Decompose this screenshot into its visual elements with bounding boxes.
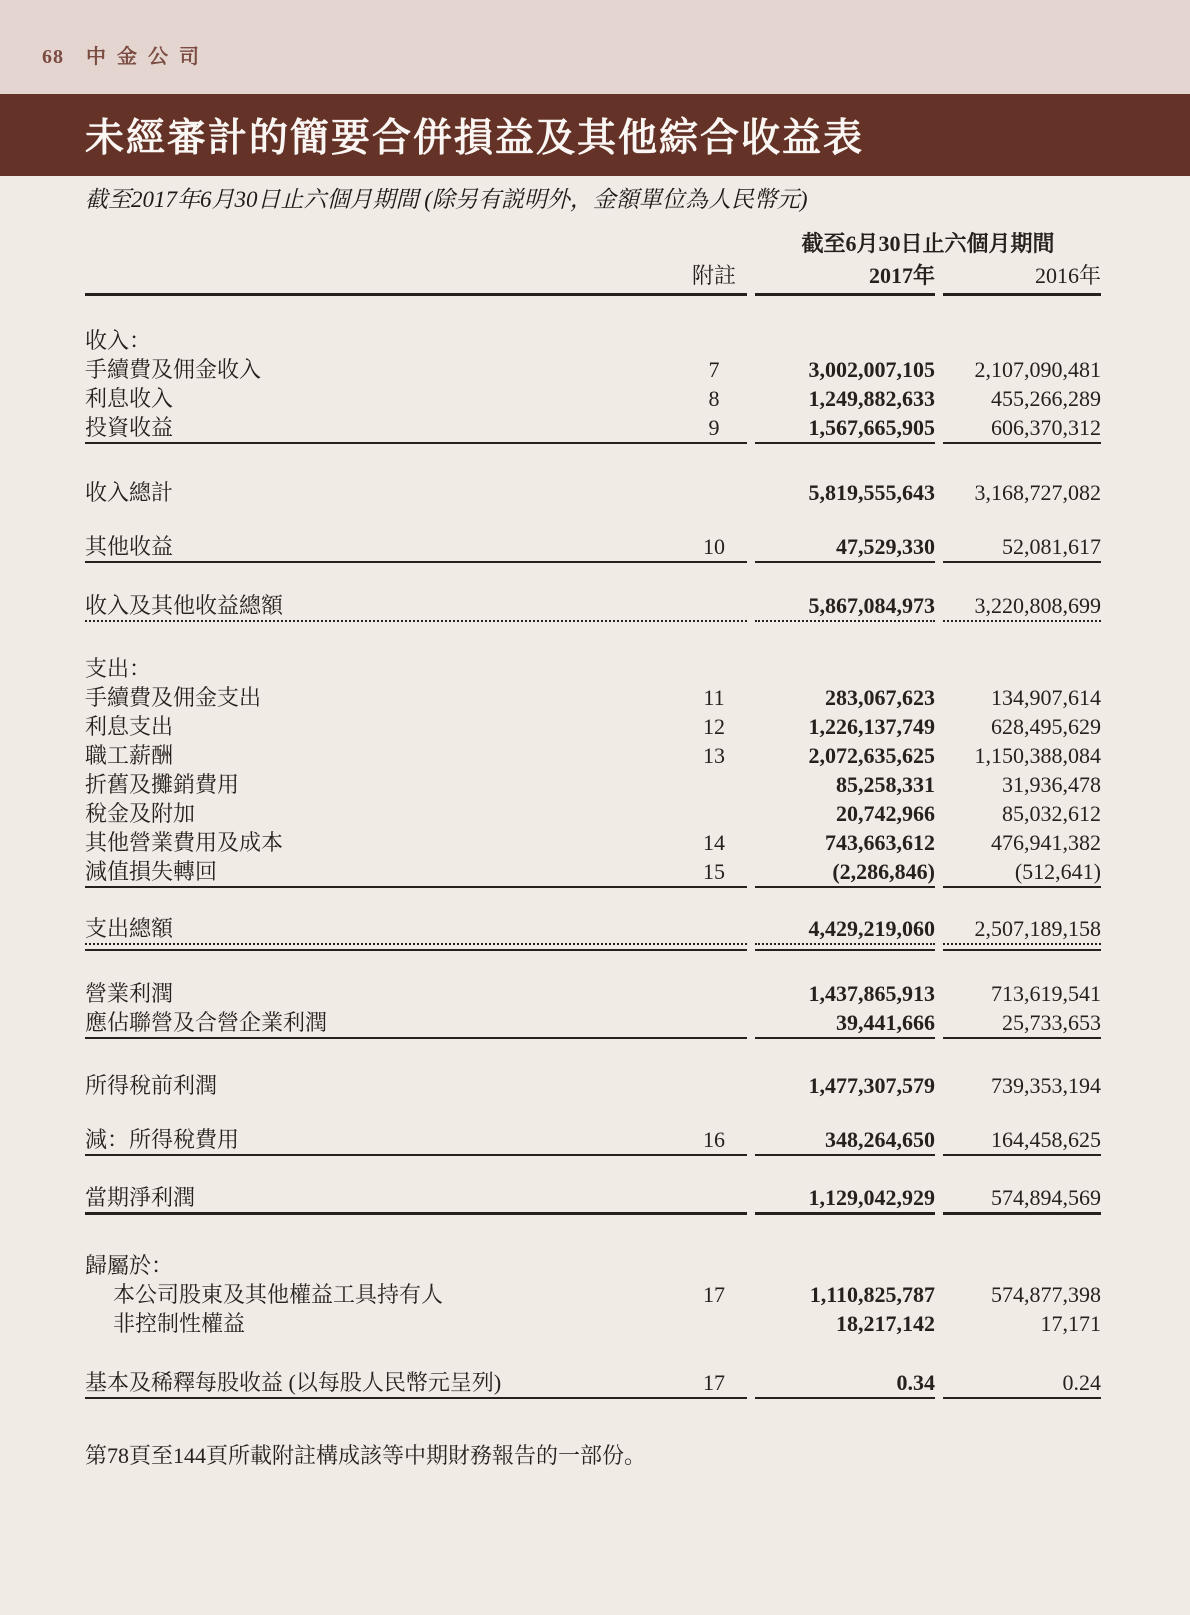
- row-value-2016: 1,150,388,084: [974, 743, 1101, 768]
- table-row: [85, 1183, 1105, 1212]
- row-value-2017: 1,567,665,905: [808, 415, 935, 440]
- rule-segment: [755, 1037, 935, 1039]
- rule-line: [85, 949, 1105, 951]
- table-row: [85, 770, 1105, 799]
- table-row: [85, 979, 1105, 1008]
- row-label: 投資收益: [85, 415, 174, 440]
- row-label: 其他營業費用及成本: [85, 830, 284, 855]
- row-note: 17: [703, 1370, 725, 1395]
- table-row: [85, 591, 1105, 620]
- row-note: 12: [703, 714, 725, 739]
- rule-segment: [85, 1397, 747, 1399]
- rule-line: [85, 1397, 1105, 1399]
- row-value-2016: 574,894,569: [991, 1185, 1101, 1210]
- rule-segment: [755, 943, 935, 945]
- section-header-row: [85, 654, 1105, 683]
- row-value-2017: 0.34: [896, 1370, 935, 1395]
- row-label: 所得稅前利潤: [85, 1073, 218, 1098]
- row-label: 應佔聯營及合營企業利潤: [85, 1010, 328, 1035]
- table-row: [85, 828, 1105, 857]
- row-value-2016: 628,495,629: [991, 714, 1101, 739]
- row-label: 稅金及附加: [85, 801, 196, 826]
- header-rule-line: [85, 293, 1105, 296]
- row-spacer: [85, 1039, 1105, 1071]
- row-value-2016: 0.24: [1062, 1370, 1101, 1395]
- table-row: [85, 532, 1105, 561]
- rule-segment: [85, 886, 747, 888]
- row-value-2016: 455,266,289: [991, 386, 1101, 411]
- year-2016-column-header: 2016年: [1034, 263, 1101, 288]
- folio: [0, 0, 1190, 69]
- statement-subtitle: 截至2017年6月30日止六個月期間 (除另有説明外，金額單位為人民幣元): [85, 187, 808, 212]
- table-row: [85, 1125, 1105, 1154]
- row-value-2017: (2,286,846): [832, 859, 935, 884]
- row-value-2017: 5,867,084,973: [808, 593, 935, 618]
- rule-segment: [943, 1037, 1101, 1039]
- section-header-row: [85, 326, 1105, 355]
- row-note: 10: [703, 534, 725, 559]
- rule-line: [85, 620, 1105, 622]
- row-label: 當期淨利潤: [85, 1185, 196, 1210]
- row-value-2017: 1,129,042,929: [808, 1185, 935, 1210]
- rule-line: [85, 442, 1105, 444]
- row-value-2016: 713,619,541: [991, 981, 1101, 1006]
- row-spacer: [85, 1338, 1105, 1368]
- row-label: 手續費及佣金收入: [85, 357, 262, 382]
- row-value-2017: 2,072,635,625: [808, 743, 935, 768]
- row-note: 11: [703, 685, 725, 710]
- company-name: 中金公司: [86, 46, 210, 68]
- rule-segment: [85, 1154, 747, 1156]
- row-spacer: [85, 444, 1105, 478]
- table-row: [85, 478, 1105, 507]
- row-note: 15: [703, 859, 725, 884]
- rule-segment: [943, 293, 1101, 296]
- rule-segment: [85, 949, 747, 951]
- table-row: [85, 1071, 1105, 1100]
- table-rows: [85, 296, 1105, 1399]
- row-value-2016: 52,081,617: [1002, 534, 1101, 559]
- table-row: [85, 384, 1105, 413]
- rule-segment: [755, 442, 935, 444]
- table-row: [85, 1368, 1105, 1397]
- row-value-2016: 606,370,312: [991, 415, 1101, 440]
- row-note: 9: [708, 415, 720, 440]
- row-value-2016: 476,941,382: [991, 830, 1101, 855]
- rule-segment: [85, 1212, 747, 1215]
- year-2017-column-header: 2017年: [868, 263, 935, 288]
- row-value-2017: 47,529,330: [836, 534, 935, 559]
- row-value-2017: 1,226,137,749: [808, 714, 935, 739]
- row-label: 收入總計: [85, 480, 174, 505]
- row-label: 支出：: [85, 656, 152, 681]
- row-note: 8: [708, 386, 720, 411]
- rule-line: [85, 1037, 1105, 1039]
- rule-segment: [755, 620, 935, 622]
- row-spacer: [85, 1156, 1105, 1183]
- table-row: [85, 413, 1105, 442]
- footer-note: 第78頁至144頁所載附註構成該等中期財務報告的一部份。: [85, 1443, 647, 1468]
- title-banner: [0, 94, 1190, 176]
- table-row: [85, 914, 1105, 943]
- row-value-2016: 25,733,653: [1002, 1010, 1101, 1035]
- row-label: 減：所得稅費用: [85, 1127, 240, 1152]
- row-label: 利息收入: [85, 386, 174, 411]
- row-spacer: [85, 507, 1105, 532]
- row-value-2017: 85,258,331: [836, 772, 935, 797]
- row-label: 支出總額: [85, 916, 174, 941]
- row-value-2016: (512,641): [1014, 859, 1101, 884]
- rule-segment: [755, 949, 935, 951]
- row-value-2017: 4,429,219,060: [808, 916, 935, 941]
- rule-segment: [755, 886, 935, 888]
- row-label: 本公司股東及其他權益工具持有人: [113, 1282, 444, 1307]
- row-value-2017: 1,477,307,579: [808, 1073, 935, 1098]
- row-label: 營業利潤: [85, 981, 174, 1006]
- row-value-2017: 20,742,966: [836, 801, 935, 826]
- row-value-2017: 39,441,666: [836, 1010, 935, 1035]
- row-value-2016: 164,458,625: [991, 1127, 1101, 1152]
- page-header-band: [0, 0, 1190, 94]
- row-value-2017: 283,067,623: [825, 685, 935, 710]
- row-value-2017: 18,217,142: [836, 1311, 935, 1336]
- rule-segment: [755, 293, 935, 296]
- rule-segment: [943, 949, 1101, 951]
- row-value-2017: 348,264,650: [825, 1127, 935, 1152]
- row-label: 手續費及佣金支出: [85, 685, 262, 710]
- rule-line: [85, 561, 1105, 563]
- table-row: [85, 1008, 1105, 1037]
- table-row: [85, 799, 1105, 828]
- row-label: 其他收益: [85, 534, 174, 559]
- row-label: 歸屬於：: [85, 1253, 174, 1278]
- row-value-2017: 3,002,007,105: [808, 357, 935, 382]
- table-row: [85, 683, 1105, 712]
- row-spacer: [85, 622, 1105, 654]
- row-label: 收入及其他收益總額: [85, 593, 284, 618]
- row-value-2017: 5,819,555,643: [808, 480, 935, 505]
- rule-line: [85, 943, 1105, 945]
- rule-segment: [85, 620, 747, 622]
- row-spacer: [85, 563, 1105, 591]
- row-label: 收入：: [85, 328, 152, 353]
- period-header-row: [85, 229, 1105, 261]
- row-label: 基本及稀釋每股收益 (以每股人民幣元呈列): [85, 1370, 502, 1395]
- row-note: 14: [703, 830, 725, 855]
- table-row: [85, 1280, 1105, 1309]
- row-note: 16: [703, 1127, 725, 1152]
- rule-segment: [85, 442, 747, 444]
- rule-segment: [943, 1154, 1101, 1156]
- row-value-2017: 1,249,882,633: [808, 386, 935, 411]
- row-note: 17: [703, 1282, 725, 1307]
- rule-segment: [943, 1212, 1101, 1215]
- section-header-row: [85, 1251, 1105, 1280]
- rule-segment: [943, 442, 1101, 444]
- row-value-2016: 85,032,612: [1002, 801, 1101, 826]
- rule-segment: [943, 1397, 1101, 1399]
- row-label: 利息支出: [85, 714, 174, 739]
- rule-segment: [85, 293, 747, 296]
- row-value-2016: 17,171: [1040, 1311, 1101, 1336]
- income-statement-table: [85, 229, 1105, 1399]
- table-row: [85, 857, 1105, 886]
- rule-line: [85, 886, 1105, 888]
- rule-segment: [755, 1154, 935, 1156]
- rule-line: [85, 1154, 1105, 1156]
- rule-segment: [943, 943, 1101, 945]
- row-spacer: [85, 951, 1105, 979]
- rule-segment: [755, 561, 935, 563]
- row-label: 非控制性權益: [113, 1311, 246, 1336]
- table-row: [85, 1309, 1105, 1338]
- row-note: 7: [708, 357, 720, 382]
- page-number: 68: [42, 46, 64, 68]
- rule-segment: [943, 561, 1101, 563]
- rule-segment: [943, 620, 1101, 622]
- row-value-2016: 134,907,614: [991, 685, 1101, 710]
- rule-segment: [755, 1397, 935, 1399]
- row-value-2016: 2,507,189,158: [974, 916, 1101, 941]
- rule-line: [85, 1212, 1105, 1215]
- rule-segment: [943, 886, 1101, 888]
- row-value-2016: 739,353,194: [991, 1073, 1101, 1098]
- table-row: [85, 355, 1105, 384]
- row-value-2017: 1,437,865,913: [808, 981, 935, 1006]
- row-label: 減值損失轉回: [85, 859, 218, 884]
- statement-title: 未經審計的簡要合併損益及其他綜合收益表: [85, 117, 865, 160]
- row-label: 折舊及攤銷費用: [85, 772, 240, 797]
- row-value-2016: 3,220,808,699: [974, 593, 1101, 618]
- row-value-2017: 743,663,612: [825, 830, 935, 855]
- row-value-2016: 3,168,727,082: [974, 480, 1101, 505]
- row-label: 職工薪酬: [85, 743, 174, 768]
- row-value-2017: 1,110,825,787: [809, 1282, 935, 1307]
- row-note: 13: [703, 743, 725, 768]
- rule-segment: [85, 561, 747, 563]
- row-spacer: [85, 296, 1105, 326]
- note-column-header: 附註: [691, 263, 736, 288]
- column-header-row: [85, 261, 1105, 293]
- row-spacer: [85, 1215, 1105, 1251]
- row-value-2016: 574,877,398: [991, 1282, 1101, 1307]
- rule-segment: [85, 943, 747, 945]
- table-row: [85, 741, 1105, 770]
- row-spacer: [85, 1100, 1105, 1125]
- row-value-2016: 31,936,478: [1002, 772, 1101, 797]
- row-spacer: [85, 888, 1105, 914]
- rule-segment: [85, 1037, 747, 1039]
- period-header: 截至6月30日止六個月期間: [801, 231, 1055, 256]
- row-value-2016: 2,107,090,481: [974, 357, 1101, 382]
- table-row: [85, 712, 1105, 741]
- rule-segment: [755, 1212, 935, 1215]
